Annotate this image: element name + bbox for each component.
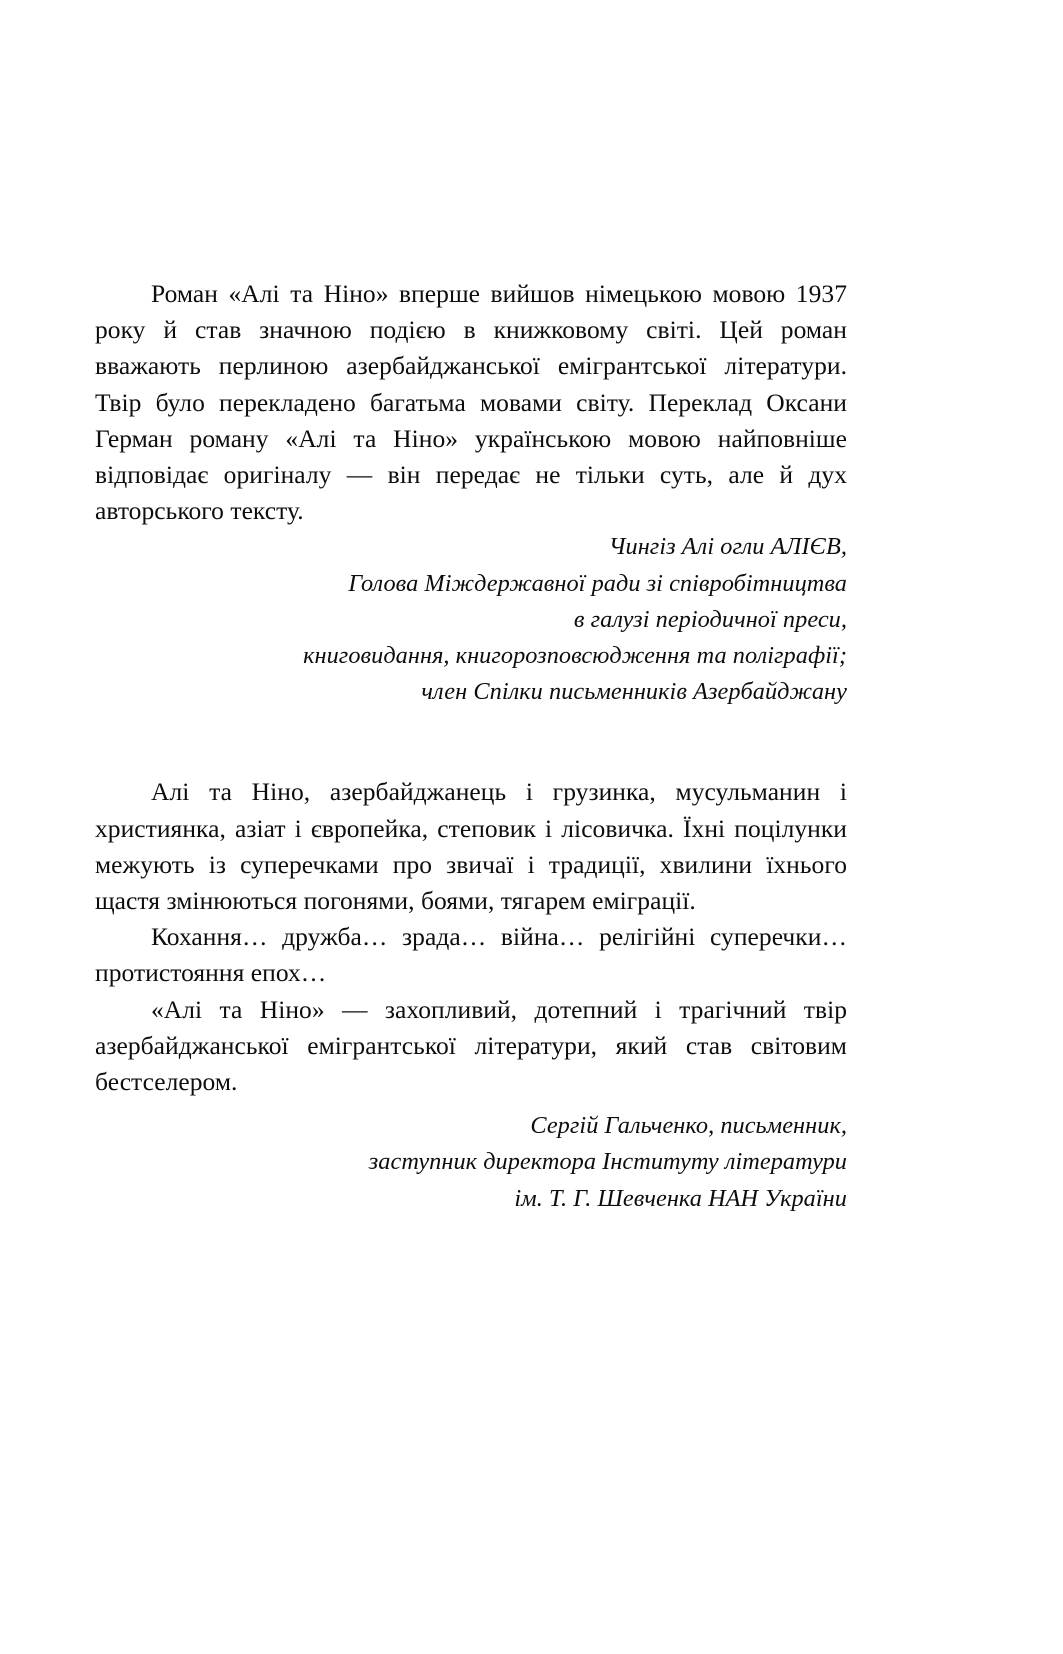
attribution-line: ім. Т. Г. Шевченка НАН України	[514, 1184, 847, 1212]
attribution-line: в галузі періодичної преси,	[573, 605, 847, 633]
attribution-line: книговидання, книгорозповсюдження та поліграфії;	[303, 642, 847, 670]
paragraph: Алі та Ніно, азербайджанець і грузинка, мусульманин і християнка, азіат і європейка, степовик і лісовичка. Їхні поцілунки межують із суперечками про звичаї і традиції, хвилини їхнього щастя змінюються погонями, боями, тягарем еміграції.	[95, 777, 847, 916]
attribution-aliyev	[95, 529, 847, 710]
endorsement-block-halchenko	[95, 774, 847, 1100]
attribution-line: Чингіз Алі огли АЛІЄВ,	[608, 533, 847, 561]
endorsement-block-aliyev	[95, 276, 847, 529]
attribution-line: заступник директора Інституту літератури	[368, 1148, 847, 1176]
paragraph: Кохання… дружба… зрада… війна… релігійні суперечки… протистояння епох…	[95, 922, 847, 988]
section-spacer	[95, 710, 847, 774]
attribution-line: член Спілки письменників Азербайджану	[421, 678, 847, 706]
page-content	[95, 276, 847, 1217]
paragraph: Роман «Алі та Ніно» вперше вийшов німецькою мовою 1937 року й став значною подією в книжковому світі. Цей роман вважають перлиною азербайджанської емігрантської літератури. Твір було перекладено багатьма мовами світу. Переклад Оксани Герман роману «Алі та Ніно» українською мовою найповніше відповідає оригіналу — він передає не тільки суть, але й дух авторського тексту.	[95, 279, 847, 526]
attribution-spacer	[95, 1100, 847, 1108]
attribution-halchenko	[95, 1108, 847, 1217]
attribution-line: Сергій Гальченко, письменник,	[530, 1112, 847, 1140]
attribution-line: Голова Міждержавної ради зі співробітництва	[348, 569, 847, 597]
paragraph: «Алі та Ніно» — захопливий, дотепний і трагічний твір азербайджанської емігрантської літератури, який став світовим бестселером.	[95, 994, 847, 1097]
